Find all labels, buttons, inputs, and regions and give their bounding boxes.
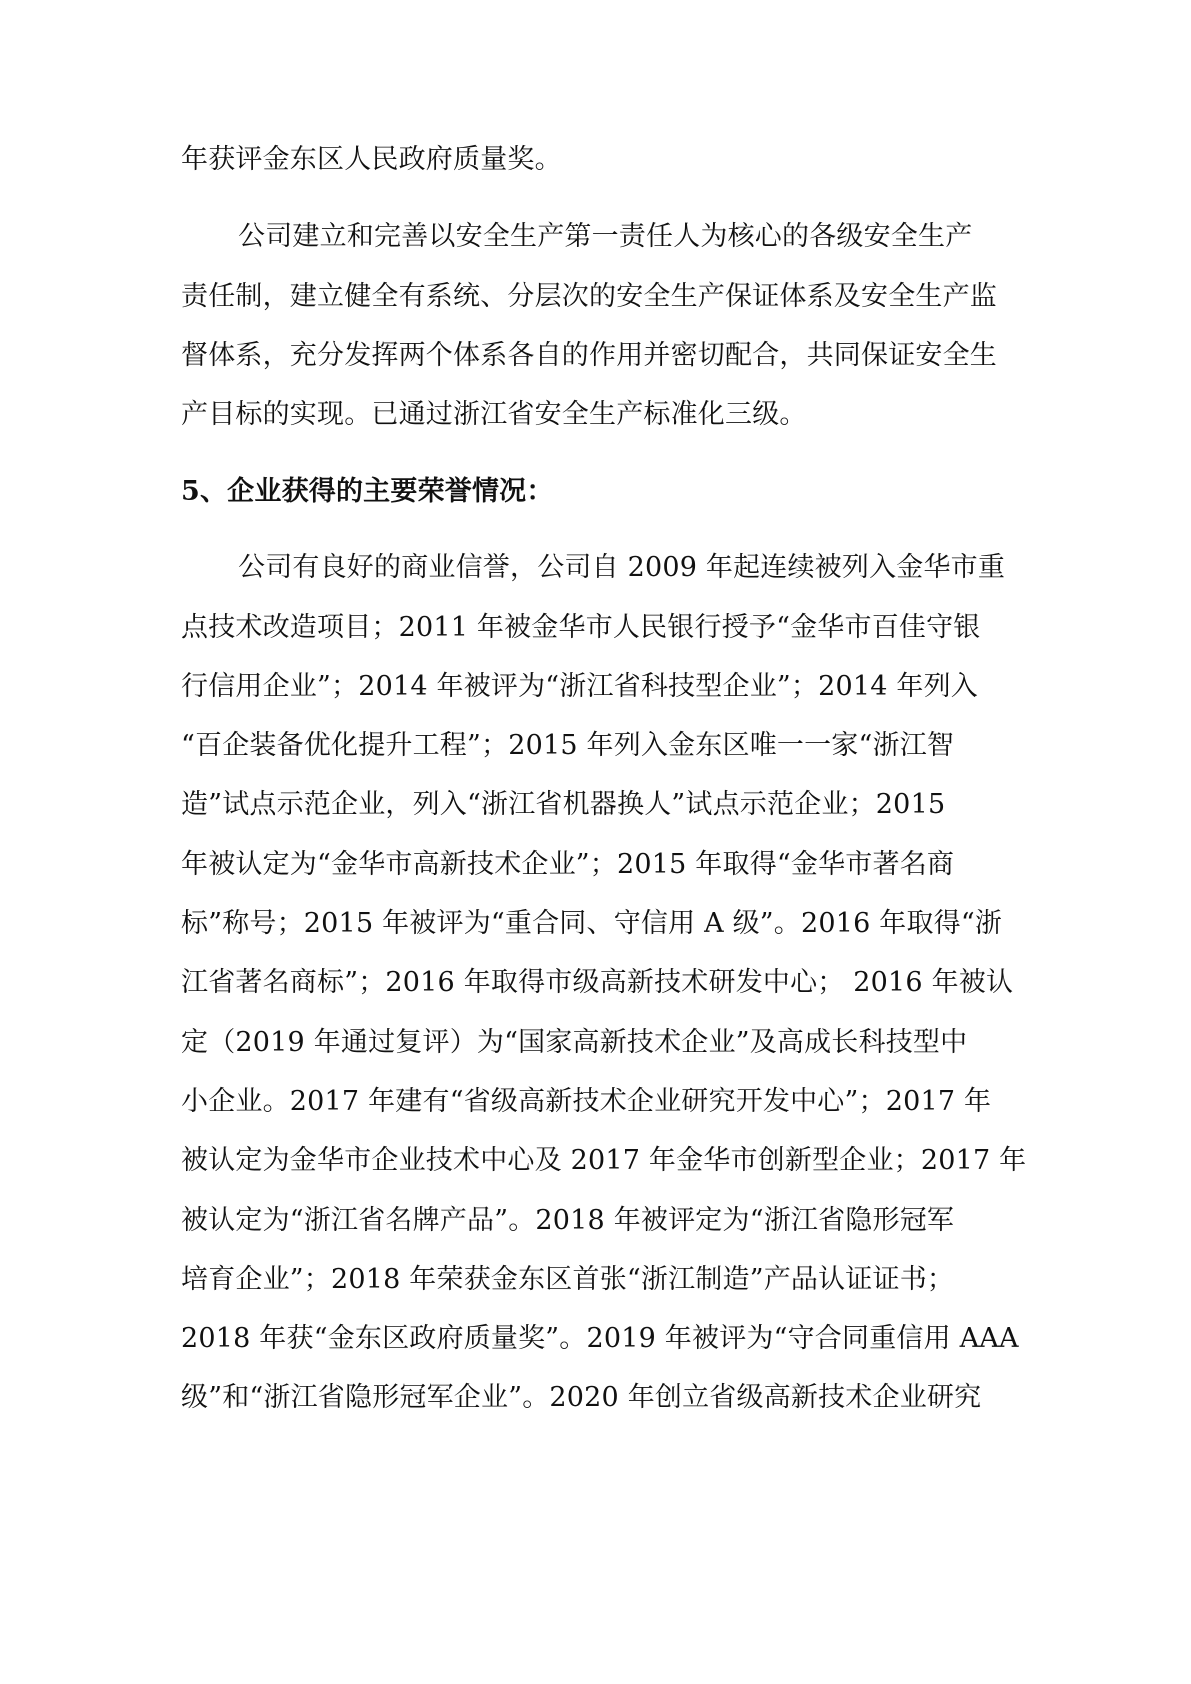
text-line: “百企装备优化提升工程”；2015 年列入金东区唯一一家“浙江智 (181, 730, 955, 761)
text-line: 标”称号；2015 年被评为“重合同、守信用 A 级”。2016 年取得“浙 (181, 908, 1003, 939)
text-line: 小企业。2017 年建有“省级高新技术企业研究开发中心”；2017 年 (181, 1086, 992, 1117)
text-line: 点技术改造项目；2011 年被金华市人民银行授予“金华市百佳守银 (181, 612, 981, 643)
text-line: 被认定为“浙江省名牌产品”。2018 年被评定为“浙江省隐形冠军 (181, 1205, 955, 1236)
paragraph-first-line: 公司有良好的商业信誉，公司自 2009 年起连续被列入金华市重 (238, 552, 1006, 583)
section-heading: 5、企业获得的主要荣誉情况： (181, 476, 554, 507)
paragraph-first-line: 公司建立和完善以安全生产第一责任人为核心的各级安全生产 (238, 221, 973, 252)
text-line: 年获评金东区人民政府质量奖。 (181, 144, 562, 175)
text-line: 被认定为金华市企业技术中心及 2017 年金华市创新型企业；2017 年 (181, 1145, 1027, 1176)
text-line: 级”和“浙江省隐形冠军企业”。2020 年创立省级高新技术企业研究 (181, 1382, 982, 1413)
text-line: 江省著名商标”；2016 年取得市级高新技术研发中心； 2016 年被认 (181, 967, 1014, 998)
text-line: 造”试点示范企业，列入“浙江省机器换人”试点示范企业；2015 (181, 789, 946, 820)
text-line: 定（2019 年通过复评）为“国家高新技术企业”及高成长科技型中 (181, 1027, 968, 1058)
text-line: 年被认定为“金华市高新技术企业”；2015 年取得“金华市著名商 (181, 849, 955, 880)
text-line: 督体系，充分发挥两个体系各自的作用并密切配合，共同保证安全生 (181, 340, 997, 371)
text-line: 培育企业”；2018 年荣获金东区首张“浙江制造”产品认证证书； (181, 1264, 955, 1295)
text-line: 产目标的实现。已通过浙江省安全生产标准化三级。 (181, 399, 807, 430)
text-line: 行信用企业”；2014 年被评为“浙江省科技型企业”；2014 年列入 (181, 671, 978, 702)
text-line: 责任制，建立健全有系统、分层次的安全生产保证体系及安全生产监 (181, 281, 997, 312)
text-line: 2018 年获“金东区政府质量奖”。2019 年被评为“守合同重信用 AAA (181, 1323, 1019, 1354)
